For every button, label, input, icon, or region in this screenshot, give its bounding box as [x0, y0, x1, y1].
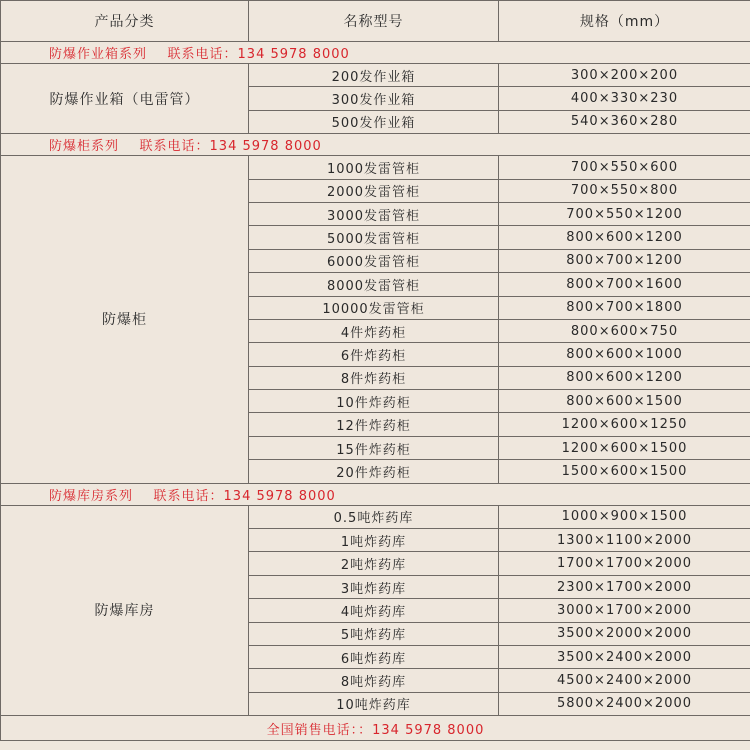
- model-name-cell: 8件炸药柜: [249, 366, 499, 389]
- model-name-cell: 4件炸药柜: [249, 319, 499, 342]
- model-name-cell: 6000发雷管柜: [249, 249, 499, 272]
- spec-cell: 800×600×1500: [499, 390, 750, 413]
- spec-cell: 1200×600×1250: [499, 413, 750, 436]
- spec-cell: 300×200×200: [499, 64, 750, 87]
- spec-cell: 3500×2000×2000: [499, 622, 750, 645]
- spec-cell: 700×550×600: [499, 156, 750, 179]
- model-name-cell: 200发作业箱: [249, 64, 499, 87]
- model-name-cell: 3吨炸药库: [249, 575, 499, 598]
- spec-cell: 800×600×1200: [499, 366, 750, 389]
- model-name-cell: 15件炸药柜: [249, 436, 499, 459]
- model-name-cell: 12件炸药柜: [249, 413, 499, 436]
- spec-cell: 1300×1100×2000: [499, 529, 750, 552]
- model-name-cell: 5吨炸药库: [249, 622, 499, 645]
- section-banner-row: [1, 42, 750, 64]
- spec-cell: 400×330×230: [499, 87, 750, 110]
- model-name-cell: 10件炸药柜: [249, 390, 499, 413]
- section-banner: 防爆柜系列 联系电话：134 5978 8000: [1, 134, 750, 156]
- category-cell: 防爆库房: [1, 505, 249, 716]
- spec-cell: 800×700×1800: [499, 296, 750, 319]
- model-name-cell: 3000发雷管柜: [249, 202, 499, 225]
- table-row: [1, 64, 750, 87]
- model-name-cell: 6吨炸药库: [249, 645, 499, 668]
- category-cell: 防爆作业箱（电雷管）: [1, 64, 249, 134]
- spec-cell: 4500×2400×2000: [499, 669, 750, 692]
- spec-cell: 800×700×1600: [499, 273, 750, 296]
- section-banner-row: [1, 483, 750, 505]
- table-body: [1, 42, 750, 716]
- section-banner: 防爆库房系列 联系电话：134 5978 8000: [1, 483, 750, 505]
- spec-cell: 800×600×1000: [499, 343, 750, 366]
- footer-row: [1, 716, 750, 741]
- model-name-cell: 500发作业箱: [249, 110, 499, 133]
- spec-cell: 3500×2400×2000: [499, 645, 750, 668]
- model-name-cell: 5000发雷管柜: [249, 226, 499, 249]
- footer-sales-phone: 全国销售电话：：134 5978 8000: [1, 716, 750, 741]
- spec-cell: 800×600×750: [499, 319, 750, 342]
- model-name-cell: 8000发雷管柜: [249, 273, 499, 296]
- model-name-cell: 10000发雷管柜: [249, 296, 499, 319]
- model-name-cell: 10吨炸药库: [249, 692, 499, 715]
- section-banner-row: [1, 134, 750, 156]
- spec-cell: 5800×2400×2000: [499, 692, 750, 715]
- spec-cell: 800×700×1200: [499, 249, 750, 272]
- header-category: 产品分类: [1, 1, 249, 42]
- model-name-cell: 8吨炸药库: [249, 669, 499, 692]
- model-name-cell: 2000发雷管柜: [249, 179, 499, 202]
- header-spec: 规格（mm）: [499, 1, 750, 42]
- spec-cell: 700×550×800: [499, 179, 750, 202]
- header-model: 名称型号: [249, 1, 499, 42]
- spec-cell: 800×600×1200: [499, 226, 750, 249]
- model-name-cell: 2吨炸药库: [249, 552, 499, 575]
- section-banner: 防爆作业箱系列 联系电话：134 5978 8000: [1, 42, 750, 64]
- model-name-cell: 6件炸药柜: [249, 343, 499, 366]
- model-name-cell: 300发作业箱: [249, 87, 499, 110]
- spec-cell: 700×550×1200: [499, 202, 750, 225]
- category-cell: 防爆柜: [1, 156, 249, 483]
- spec-cell: 540×360×280: [499, 110, 750, 133]
- spec-cell: 2300×1700×2000: [499, 575, 750, 598]
- spec-cell: 1500×600×1500: [499, 460, 750, 483]
- table-row: [1, 156, 750, 179]
- model-name-cell: 4吨炸药库: [249, 599, 499, 622]
- model-name-cell: 0.5吨炸药库: [249, 505, 499, 528]
- spec-cell: 3000×1700×2000: [499, 599, 750, 622]
- spec-cell: 1700×1700×2000: [499, 552, 750, 575]
- model-name-cell: 1吨炸药库: [249, 529, 499, 552]
- header-row: [1, 1, 750, 42]
- table-row: [1, 505, 750, 528]
- model-name-cell: 1000发雷管柜: [249, 156, 499, 179]
- spec-cell: 1000×900×1500: [499, 505, 750, 528]
- model-name-cell: 20件炸药柜: [249, 460, 499, 483]
- spec-cell: 1200×600×1500: [499, 436, 750, 459]
